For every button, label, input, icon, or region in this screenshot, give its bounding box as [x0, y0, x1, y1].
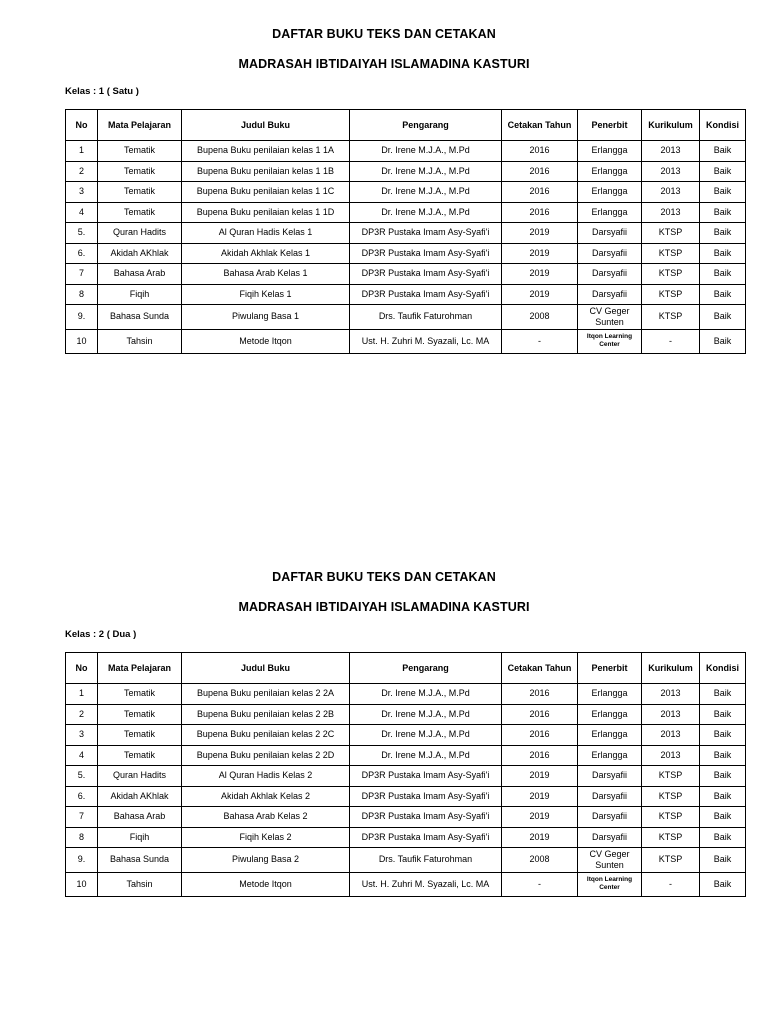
- cell-mata-pelajaran: Akidah AKhlak: [98, 786, 182, 807]
- cell-cetakan-tahun: 2019: [502, 223, 578, 244]
- cell-penerbit: Darsyafii: [578, 766, 642, 787]
- cell-kondisi: Baik: [700, 786, 746, 807]
- cell-pengarang: Dr. Irene M.J.A., M.Pd: [350, 725, 502, 746]
- cell-no: 6.: [66, 786, 98, 807]
- cell-kondisi: Baik: [700, 848, 746, 873]
- cell-penerbit: Erlangga: [578, 745, 642, 766]
- cell-mata-pelajaran: Quran Hadits: [98, 223, 182, 244]
- cell-no: 2: [66, 161, 98, 182]
- cell-judul-buku: Metode Itqon: [182, 872, 350, 897]
- cell-no: 1: [66, 684, 98, 705]
- cell-mata-pelajaran: Bahasa Sunda: [98, 848, 182, 873]
- cell-kondisi: Baik: [700, 745, 746, 766]
- cell-kurikulum: KTSP: [642, 848, 700, 873]
- cell-kondisi: Baik: [700, 141, 746, 162]
- cell-no: 5.: [66, 766, 98, 787]
- cell-penerbit: Darsyafii: [578, 284, 642, 305]
- table-row: [66, 704, 746, 725]
- cell-mata-pelajaran: Fiqih: [98, 284, 182, 305]
- cell-kurikulum: 2013: [642, 182, 700, 203]
- cell-cetakan-tahun: 2019: [502, 827, 578, 848]
- cell-pengarang: Dr. Irene M.J.A., M.Pd: [350, 745, 502, 766]
- header-cell: No: [66, 110, 98, 141]
- cell-kurikulum: 2013: [642, 745, 700, 766]
- cell-kurikulum: KTSP: [642, 827, 700, 848]
- cell-kondisi: Baik: [700, 182, 746, 203]
- cell-penerbit: Erlangga: [578, 161, 642, 182]
- cell-no: 4: [66, 202, 98, 223]
- cell-kurikulum: 2013: [642, 141, 700, 162]
- cell-pengarang: DP3R Pustaka Imam Asy-Syafi'i: [350, 243, 502, 264]
- table-row: [66, 182, 746, 203]
- table-row: [66, 141, 746, 162]
- table-row: [66, 827, 746, 848]
- cell-mata-pelajaran: Tematik: [98, 182, 182, 203]
- cell-kurikulum: KTSP: [642, 766, 700, 787]
- table-row: [66, 305, 746, 330]
- cell-no: 7: [66, 807, 98, 828]
- cell-kondisi: Baik: [700, 725, 746, 746]
- table-row: [66, 684, 746, 705]
- cell-cetakan-tahun: 2016: [502, 684, 578, 705]
- cell-mata-pelajaran: Bahasa Sunda: [98, 305, 182, 330]
- cell-mata-pelajaran: Fiqih: [98, 827, 182, 848]
- cell-mata-pelajaran: Tematik: [98, 161, 182, 182]
- header-cell: Kondisi: [700, 110, 746, 141]
- cell-cetakan-tahun: 2016: [502, 182, 578, 203]
- cell-cetakan-tahun: 2019: [502, 766, 578, 787]
- cell-kurikulum: 2013: [642, 161, 700, 182]
- class-label: Kelas : 1 ( Satu ): [65, 86, 139, 97]
- cell-penerbit: CV Geger Sunten: [578, 305, 642, 330]
- cell-no: 10: [66, 329, 98, 354]
- cell-judul-buku: Al Quran Hadis Kelas 1: [182, 223, 350, 244]
- cell-kurikulum: 2013: [642, 704, 700, 725]
- cell-pengarang: DP3R Pustaka Imam Asy-Syafi'i: [350, 827, 502, 848]
- cell-no: 4: [66, 745, 98, 766]
- cell-pengarang: DP3R Pustaka Imam Asy-Syafi'i: [350, 807, 502, 828]
- cell-penerbit: Erlangga: [578, 202, 642, 223]
- cell-kondisi: Baik: [700, 766, 746, 787]
- cell-judul-buku: Akidah Akhlak Kelas 1: [182, 243, 350, 264]
- table-row: [66, 725, 746, 746]
- cell-penerbit: Itqon Learning Center: [578, 872, 642, 897]
- cell-penerbit: Itqon Learning Center: [578, 329, 642, 354]
- book-table: [65, 109, 746, 354]
- table-row: [66, 223, 746, 244]
- cell-kondisi: Baik: [700, 684, 746, 705]
- cell-judul-buku: Metode Itqon: [182, 329, 350, 354]
- header-cell: Cetakan Tahun: [502, 110, 578, 141]
- cell-kondisi: Baik: [700, 264, 746, 285]
- header-cell: Penerbit: [578, 653, 642, 684]
- cell-judul-buku: Piwulang Basa 1: [182, 305, 350, 330]
- cell-pengarang: Dr. Irene M.J.A., M.Pd: [350, 182, 502, 203]
- cell-judul-buku: Fiqih Kelas 1: [182, 284, 350, 305]
- cell-kondisi: Baik: [700, 704, 746, 725]
- cell-cetakan-tahun: 2008: [502, 848, 578, 873]
- cell-kurikulum: -: [642, 329, 700, 354]
- cell-no: 10: [66, 872, 98, 897]
- cell-judul-buku: Bahasa Arab Kelas 1: [182, 264, 350, 285]
- cell-kondisi: Baik: [700, 161, 746, 182]
- cell-kurikulum: 2013: [642, 725, 700, 746]
- cell-cetakan-tahun: 2019: [502, 807, 578, 828]
- table-row: [66, 264, 746, 285]
- cell-kurikulum: 2013: [642, 202, 700, 223]
- cell-penerbit: CV Geger Sunten: [578, 848, 642, 873]
- header-cell: Pengarang: [350, 110, 502, 141]
- cell-no: 6.: [66, 243, 98, 264]
- table-row: [66, 243, 746, 264]
- cell-no: 9.: [66, 848, 98, 873]
- cell-penerbit: Darsyafii: [578, 264, 642, 285]
- document-title: DAFTAR BUKU TEKS DAN CETAKAN: [272, 570, 496, 584]
- cell-kurikulum: KTSP: [642, 223, 700, 244]
- table-row: [66, 872, 746, 897]
- cell-kurikulum: KTSP: [642, 284, 700, 305]
- cell-pengarang: Dr. Irene M.J.A., M.Pd: [350, 141, 502, 162]
- cell-no: 5.: [66, 223, 98, 244]
- book-table: [65, 652, 746, 897]
- header-cell: Judul Buku: [182, 110, 350, 141]
- cell-cetakan-tahun: -: [502, 872, 578, 897]
- cell-penerbit: Darsyafii: [578, 223, 642, 244]
- cell-no: 3: [66, 725, 98, 746]
- cell-pengarang: Dr. Irene M.J.A., M.Pd: [350, 704, 502, 725]
- header-cell: Kurikulum: [642, 653, 700, 684]
- header-cell: Cetakan Tahun: [502, 653, 578, 684]
- cell-pengarang: Drs. Taufik Faturohman: [350, 305, 502, 330]
- cell-cetakan-tahun: 2016: [502, 161, 578, 182]
- cell-kondisi: Baik: [700, 305, 746, 330]
- cell-penerbit: Darsyafii: [578, 786, 642, 807]
- table-row: [66, 202, 746, 223]
- cell-mata-pelajaran: Bahasa Arab: [98, 264, 182, 285]
- header-cell: Kondisi: [700, 653, 746, 684]
- cell-no: 8: [66, 827, 98, 848]
- cell-kondisi: Baik: [700, 329, 746, 354]
- document-title: DAFTAR BUKU TEKS DAN CETAKAN: [272, 27, 496, 41]
- cell-judul-buku: Al Quran Hadis Kelas 2: [182, 766, 350, 787]
- cell-kurikulum: KTSP: [642, 305, 700, 330]
- table-row: [66, 786, 746, 807]
- cell-mata-pelajaran: Tematik: [98, 684, 182, 705]
- cell-judul-buku: Bupena Buku penilaian kelas 2 2C: [182, 725, 350, 746]
- cell-cetakan-tahun: 2019: [502, 786, 578, 807]
- table-body: [66, 684, 746, 897]
- cell-cetakan-tahun: 2008: [502, 305, 578, 330]
- cell-kondisi: Baik: [700, 223, 746, 244]
- school-name: MADRASAH IBTIDAIYAH ISLAMADINA KASTURI: [238, 600, 530, 614]
- cell-judul-buku: Bupena Buku penilaian kelas 1 1D: [182, 202, 350, 223]
- cell-mata-pelajaran: Tahsin: [98, 872, 182, 897]
- cell-pengarang: DP3R Pustaka Imam Asy-Syafi'i: [350, 223, 502, 244]
- cell-penerbit: Darsyafii: [578, 827, 642, 848]
- cell-cetakan-tahun: 2016: [502, 704, 578, 725]
- cell-penerbit: Erlangga: [578, 182, 642, 203]
- cell-mata-pelajaran: Tematik: [98, 725, 182, 746]
- cell-judul-buku: Bupena Buku penilaian kelas 2 2D: [182, 745, 350, 766]
- cell-pengarang: Ust. H. Zuhri M. Syazali, Lc. MA: [350, 872, 502, 897]
- cell-penerbit: Erlangga: [578, 684, 642, 705]
- cell-cetakan-tahun: 2016: [502, 745, 578, 766]
- cell-pengarang: DP3R Pustaka Imam Asy-Syafi'i: [350, 264, 502, 285]
- table-body: [66, 141, 746, 354]
- cell-cetakan-tahun: -: [502, 329, 578, 354]
- cell-no: 9.: [66, 305, 98, 330]
- cell-pengarang: DP3R Pustaka Imam Asy-Syafi'i: [350, 766, 502, 787]
- cell-judul-buku: Fiqih Kelas 2: [182, 827, 350, 848]
- cell-pengarang: Dr. Irene M.J.A., M.Pd: [350, 684, 502, 705]
- cell-kondisi: Baik: [700, 243, 746, 264]
- cell-kondisi: Baik: [700, 872, 746, 897]
- cell-judul-buku: Bahasa Arab Kelas 2: [182, 807, 350, 828]
- cell-penerbit: Erlangga: [578, 704, 642, 725]
- cell-judul-buku: Bupena Buku penilaian kelas 1 1C: [182, 182, 350, 203]
- cell-pengarang: DP3R Pustaka Imam Asy-Syafi'i: [350, 786, 502, 807]
- cell-cetakan-tahun: 2019: [502, 264, 578, 285]
- cell-cetakan-tahun: 2019: [502, 284, 578, 305]
- header-cell: Penerbit: [578, 110, 642, 141]
- table-row: [66, 284, 746, 305]
- cell-pengarang: Dr. Irene M.J.A., M.Pd: [350, 202, 502, 223]
- cell-judul-buku: Piwulang Basa 2: [182, 848, 350, 873]
- cell-no: 8: [66, 284, 98, 305]
- school-name: MADRASAH IBTIDAIYAH ISLAMADINA KASTURI: [238, 57, 530, 71]
- header-cell: Judul Buku: [182, 653, 350, 684]
- cell-mata-pelajaran: Tahsin: [98, 329, 182, 354]
- cell-mata-pelajaran: Tematik: [98, 745, 182, 766]
- cell-penerbit: Erlangga: [578, 141, 642, 162]
- cell-cetakan-tahun: 2016: [502, 202, 578, 223]
- cell-kondisi: Baik: [700, 284, 746, 305]
- cell-judul-buku: Bupena Buku penilaian kelas 2 2A: [182, 684, 350, 705]
- cell-judul-buku: Bupena Buku penilaian kelas 1 1A: [182, 141, 350, 162]
- cell-kurikulum: 2013: [642, 684, 700, 705]
- header-cell: Mata Pelajaran: [98, 653, 182, 684]
- header-cell: Pengarang: [350, 653, 502, 684]
- cell-kondisi: Baik: [700, 202, 746, 223]
- cell-penerbit: Darsyafii: [578, 243, 642, 264]
- cell-mata-pelajaran: Akidah AKhlak: [98, 243, 182, 264]
- cell-no: 7: [66, 264, 98, 285]
- cell-kurikulum: KTSP: [642, 807, 700, 828]
- cell-mata-pelajaran: Tematik: [98, 704, 182, 725]
- cell-mata-pelajaran: Tematik: [98, 202, 182, 223]
- header-cell: No: [66, 653, 98, 684]
- cell-kurikulum: -: [642, 872, 700, 897]
- table-row: [66, 807, 746, 828]
- cell-mata-pelajaran: Tematik: [98, 141, 182, 162]
- cell-no: 2: [66, 704, 98, 725]
- cell-cetakan-tahun: 2019: [502, 243, 578, 264]
- table-header-row: [66, 110, 746, 141]
- class-label: Kelas : 2 ( Dua ): [65, 629, 137, 640]
- table-row: [66, 161, 746, 182]
- cell-no: 1: [66, 141, 98, 162]
- cell-cetakan-tahun: 2016: [502, 725, 578, 746]
- header-cell: Kurikulum: [642, 110, 700, 141]
- cell-pengarang: Drs. Taufik Faturohman: [350, 848, 502, 873]
- table-header-row: [66, 653, 746, 684]
- cell-penerbit: Erlangga: [578, 725, 642, 746]
- cell-mata-pelajaran: Bahasa Arab: [98, 807, 182, 828]
- cell-judul-buku: Akidah Akhlak Kelas 2: [182, 786, 350, 807]
- cell-pengarang: Ust. H. Zuhri M. Syazali, Lc. MA: [350, 329, 502, 354]
- cell-kurikulum: KTSP: [642, 786, 700, 807]
- cell-judul-buku: Bupena Buku penilaian kelas 1 1B: [182, 161, 350, 182]
- table-row: [66, 745, 746, 766]
- cell-kurikulum: KTSP: [642, 243, 700, 264]
- cell-kondisi: Baik: [700, 827, 746, 848]
- cell-kurikulum: KTSP: [642, 264, 700, 285]
- header-cell: Mata Pelajaran: [98, 110, 182, 141]
- cell-no: 3: [66, 182, 98, 203]
- cell-mata-pelajaran: Quran Hadits: [98, 766, 182, 787]
- table-row: [66, 329, 746, 354]
- cell-pengarang: Dr. Irene M.J.A., M.Pd: [350, 161, 502, 182]
- table-row: [66, 848, 746, 873]
- cell-penerbit: Darsyafii: [578, 807, 642, 828]
- cell-pengarang: DP3R Pustaka Imam Asy-Syafi'i: [350, 284, 502, 305]
- cell-kondisi: Baik: [700, 807, 746, 828]
- table-row: [66, 766, 746, 787]
- cell-cetakan-tahun: 2016: [502, 141, 578, 162]
- cell-judul-buku: Bupena Buku penilaian kelas 2 2B: [182, 704, 350, 725]
